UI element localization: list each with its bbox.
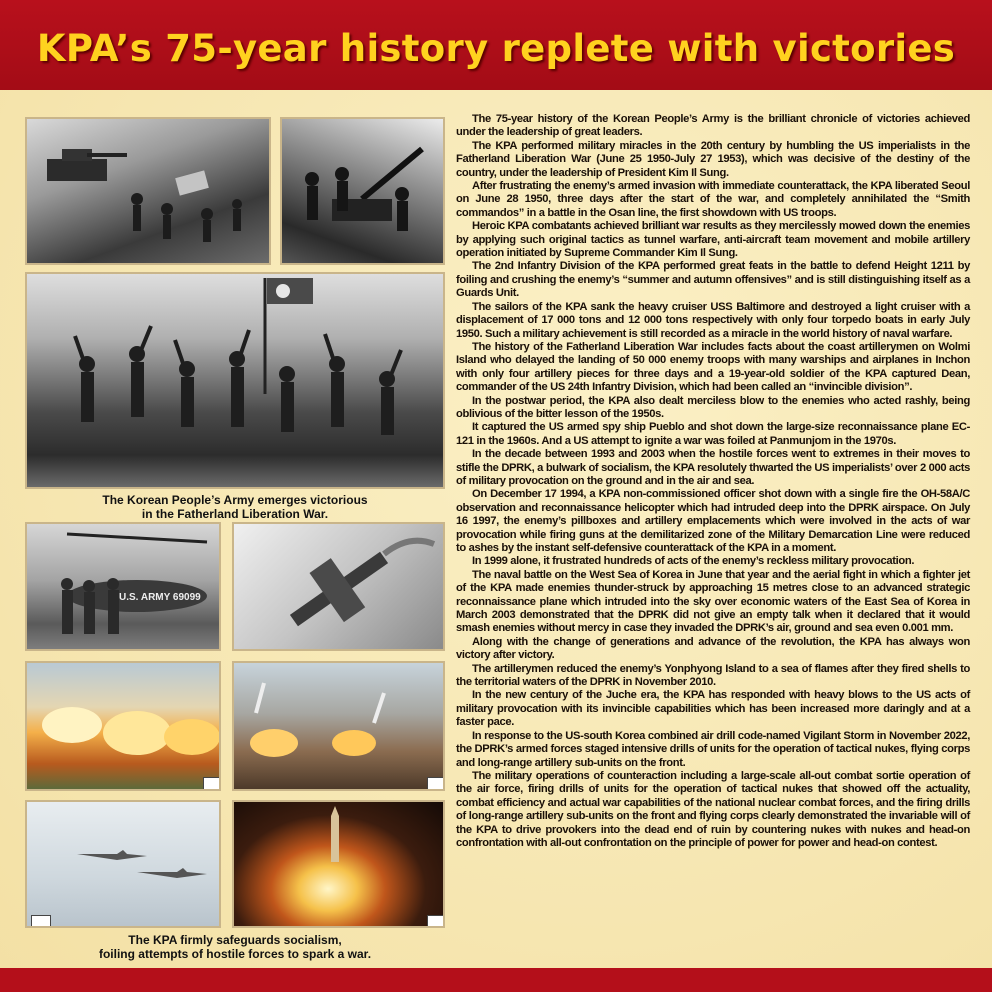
article-paragraph: The military operations of counteraction including a large-scale all-out combat sortie operation of the air force, firing drills of units for the operation of tactical nukes that showed off the actuality, combat efficiency and actual war capabilities of the national nuclear combat forces, and the firing drills of long-range artillery sub-units on the front and flying corps clearly demonstrated the invariable will of the KPA to drive provokers into the dead end of ruin by countering nukes with nukes and head-on confrontation with all-out confrontation on the principle of power for power and head-on contest. <box>456 769 970 849</box>
helicopter-fuselage-text: U.S. ARMY 69099 <box>119 592 201 603</box>
article-paragraph: The 75-year history of the Korean People’s Army is the brilliant chronicle of victories achieved under the leadership of great leaders. <box>456 113 970 139</box>
photo-fighter-jets <box>25 800 221 928</box>
photo-victory-soldiers <box>25 272 445 489</box>
photo-missile-launch <box>232 800 445 928</box>
photo-artillery-barrage <box>25 661 221 791</box>
article-paragraph: In the postwar period, the KPA also dealt merciless blow to the enemies who acted rashly, being oblivious of the bitter lesson of the 1950s. <box>456 394 970 420</box>
kcna-logo <box>31 915 51 928</box>
photo-captured-helicopter <box>25 522 221 651</box>
article-paragraph: The sailors of the KPA sank the heavy cruiser USS Baltimore and destroyed a light cruiser with a displacement of 17 000 tons and 12 000 tons respectively with only four torpedo boats in early July 1950. Such a military achievement is still recorded as a miracle in the world history of naval warfare. <box>456 300 970 340</box>
photo-rocket-launch-art <box>234 663 445 791</box>
article-paragraph: Along with the change of generations and advance of the revolution, the KPA has always won victory after victory. <box>456 635 970 662</box>
caption-safeguard-socialism <box>25 933 445 961</box>
article-paragraph: The 2nd Infantry Division of the KPA performed great feats in the battle to defend Height 1211 by foiling and crushing the enemy’s “summer and autumn offensives” and is still distinguishing itself as a Guards Unit. <box>456 260 970 300</box>
photo-artillery-crew <box>280 117 445 265</box>
caption-war-victory-line-1: The Korean People’s Army emerges victorious <box>102 493 368 507</box>
article-paragraph: After frustrating the enemy’s armed invasion with immediate counterattack, the KPA liberated Seoul on June 28 1950, three days after the start of the war, and completely annihilated the “Smith commandos” in a battle in the Osan line, the first showdown with US troops. <box>456 180 970 219</box>
article-paragraph: The artillerymen reduced the enemy’s Yonphyong Island to a sea of flames after they fired shells to the territorial waters of the DPRK in November 2010. <box>456 662 970 689</box>
article-body <box>456 113 970 850</box>
article-paragraph: Heroic KPA combatants achieved brilliant war results as they mercilessly mowed down the enemies by applying such original tactics as tunnel warfare, anti-aircraft team movement and mobile artillery operation initiated by Supreme Commander Kim Il Sung. <box>456 220 970 260</box>
photo-artillery-crew-art <box>282 119 445 265</box>
article-paragraph: In response to the US-south Korea combined air drill code-named Vigilant Storm in November 2022, the DPRK’s armed forces staged intensive drills of units for the operation of tactical nukes, flying corps and long-range artillery sub-units on the front. <box>456 729 970 769</box>
caption-safeguard-socialism-line-1: The KPA firmly safeguards socialism, <box>128 933 342 947</box>
article-paragraph: The naval battle on the West Sea of Korea in June that year and the aerial fight in which a fighter jet of the KPA made enemies thunder-struck by approaching 15 metres close to an advanced strategic reconnaissance plane which intruded into the sky over economic waters of the East Sea of Korea in March 2003 demonstrated that the DPRK did not give an empty talk when it declared that it would smash enemies without mercy in case they invaded the DPRK’s air, ground and sea even 0.001 mm. <box>456 568 970 635</box>
photo-fighter-jets-art <box>27 802 221 928</box>
article-paragraph: It captured the US armed spy ship Pueblo and shot down the large-size reconnaissance plane EC-121 in the 1960s. And a US attempt to ignite a war was foiled at Panmunjom in the 1970s. <box>456 421 970 447</box>
article-paragraph: In the new century of the Juche era, the KPA has responded with heavy blows to the US acts of military provocation with its invincible capabilities which has been increased more daringly and at a faster pace. <box>456 689 970 729</box>
photo-downed-plane <box>232 522 445 651</box>
article-paragraph: The KPA performed military miracles in the 20th century by humbling the US imperialists in the Fatherland Liberation War (June 25 1950-July 27 1953), which was decisive of the destiny of the country, under the leadership of President Kim Il Sung. <box>456 139 970 179</box>
kcna-logo <box>427 777 445 791</box>
article-paragraph: In 1999 alone, it frustrated hundreds of acts of the enemy’s reckless military provocation. <box>472 555 915 568</box>
kcna-logo <box>427 915 445 928</box>
title-banner <box>0 0 992 90</box>
photo-downed-plane-art <box>234 524 445 651</box>
caption-war-victory-line-2: in the Fatherland Liberation War. <box>141 507 329 521</box>
caption-safeguard-socialism-line-2: foiling attempts of hostile forces to spark a war. <box>98 947 372 961</box>
photo-artillery-barrage-art <box>27 663 221 791</box>
kcna-logo <box>203 777 221 791</box>
footer-bar <box>0 968 992 992</box>
photo-rocket-launch <box>232 661 445 791</box>
article-paragraph: In the decade between 1993 and 2003 when the hostile forces went to extremes in their moves to stifle the DPRK, a bulwark of socialism, the KPA resolutely thwarted the US imperialists’ over 2 000 acts of military provocation on the ground and in the air and sea. <box>456 448 970 487</box>
photo-captured-helicopter-art <box>27 524 221 651</box>
photo-tank-assault <box>25 117 271 265</box>
article-paragraph: On December 17 1994, a KPA non-commissioned officer shot down with a single fire the OH-58A/C observation and reconnaissance helicopter which had intruded deep into the DPRK airspace. On July 16 1997, the enemy’s pillboxes and artillery emplacements which were involved in the acts of war provocation while firing guns at the demilitarized zone of the Military Demarcation Line were reduced to ashes by the instant self-defensive counterattack of the KPA in a moment. <box>456 488 970 554</box>
photo-tank-assault-art <box>27 119 271 265</box>
photo-victory-soldiers-art <box>27 274 445 489</box>
photo-missile-launch-art <box>234 802 445 928</box>
page-title: KPA’s 75-year history replete with victories <box>36 26 956 70</box>
article-paragraph: The history of the Fatherland Liberation War includes facts about the coast artillerymen on Wolmi Island who delayed the landing of 50 000 enemy troops with many warships and airplanes in Inchon with only four artillery pieces for three days and a 19-year-old soldier of the KPA captured Dean, commander of the US 24th Infantry Division, which had been called an “invincible division”. <box>456 340 970 394</box>
caption-war-victory <box>25 493 445 521</box>
